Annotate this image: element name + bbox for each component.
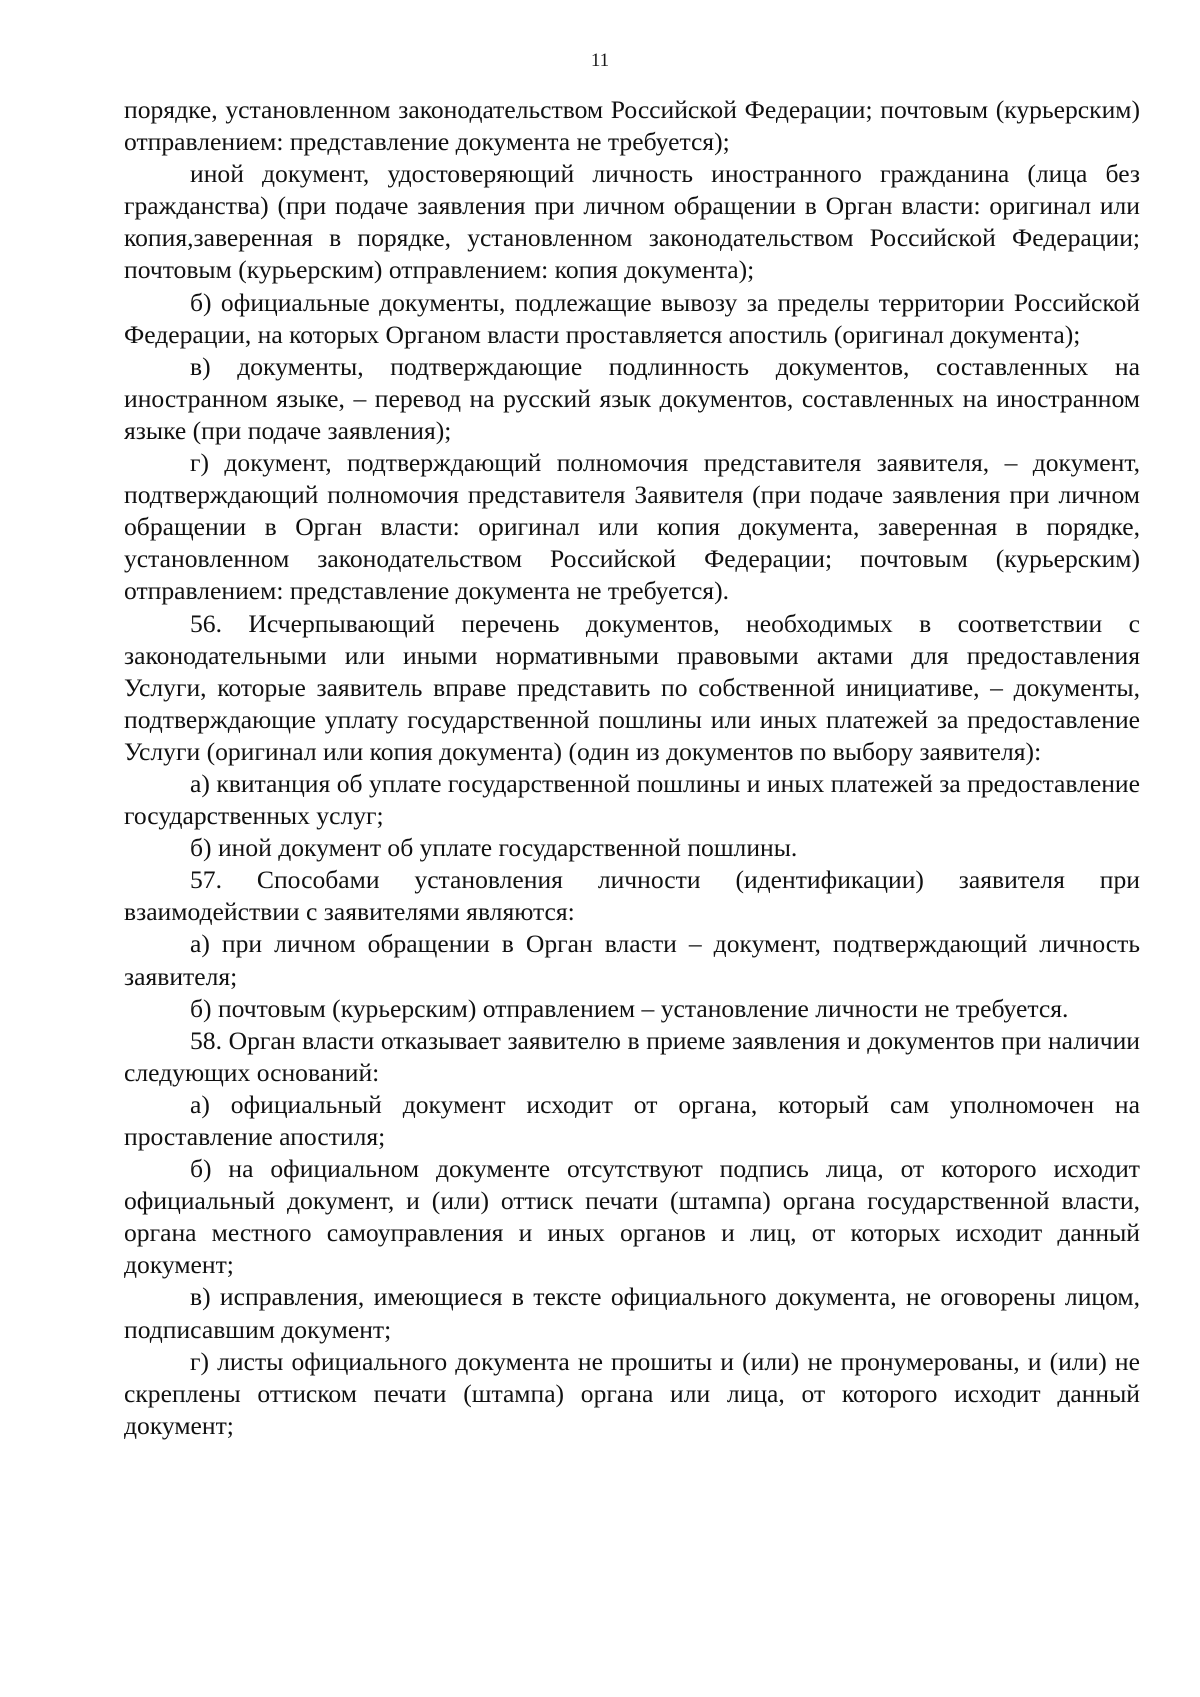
paragraph-58-item-a: а) официальный документ исходит от органа, который сам уполномочен на проставление апостиля; (124, 1089, 1140, 1151)
paragraph-58: 58. Орган власти отказывает заявителю в приеме заявления и документов при наличии следующих оснований: (124, 1025, 1140, 1087)
paragraph-57-item-b: б) почтовым (курьерским) отправлением – установление личности не требуется. (190, 993, 1069, 1023)
paragraph-item-g-representative: г) документ, подтверждающий полномочия представителя заявителя, – документ, подтверждающий полномочия представителя Заявителя (при подаче заявления при личном обращении в Орган власти: оригинал или копия документа, заверенная в порядке, установленном законодательством Российской Федерации; почтовым (курьерским) отправлением: представление документа не требуется). (124, 448, 1140, 606)
paragraph-57: 57. Способами установления личности (идентификации) заявителя при взаимодействии с заявителями являются: (124, 865, 1140, 927)
paragraph-56: 56. Исчерпывающий перечень документов, необходимых в соответствии с законодательными или иными нормативными правовыми актами для предоставления Услуги, которые заявитель вправе представить по собственной инициативе, – документы, подтверждающие уплату государственной пошлины или иных платежей за предоставление Услуги (оригинал или копия документа) (один из документов по выбору заявителя): (124, 608, 1140, 766)
paragraph-58-item-v: в) исправления, имеющиеся в тексте официального документа, не оговорены лицом, подписавшим документ; (124, 1282, 1140, 1344)
paragraph-58-item-g: г) листы официального документа не прошиты и (или) не пронумерованы, и (или) не скреплены оттиском печати (штампа) органа или лица, от которого исходит данный документ; (124, 1346, 1140, 1440)
page-number: 11 (590, 50, 610, 71)
paragraph-item-b-official-docs: б) официальные документы, подлежащие вывозу за пределы территории Российской Федерации, на которых Органом власти проставляется апостиль (оригинал документа); (124, 287, 1140, 349)
document-body (124, 94, 1140, 1442)
paragraph-item-v-translation: в) документы, подтверждающие подлинность документов, составленных на иностранном языке, – перевод на русский язык документов, составленных на иностранном языке (при подаче заявления); (124, 351, 1140, 445)
paragraph-56-item-b: б) иной документ об уплате государственной пошлины. (190, 833, 798, 863)
paragraph-56-item-a: а) квитанция об уплате государственной пошлины и иных платежей за предоставление государственных услуг; (124, 768, 1140, 831)
paragraph-foreign-id: иной документ, удостоверяющий личность иностранного гражданина (лица без гражданства) (при подаче заявления при личном обращении в Орган власти: оригинал или копия,заверенная в порядке, установленном законодательством Российской Федерации; почтовым (курьерским) отправлением: копия документа); (124, 159, 1140, 285)
paragraph-continuation: порядке, установленном законодательством Российской Федерации; почтовым (курьерским) отправлением: представление документа не требуется); (124, 95, 1140, 157)
paragraph-57-item-a: а) при личном обращении в Орган власти – документ, подтверждающий личность заявителя; (124, 929, 1140, 991)
paragraph-58-item-b: б) на официальном документе отсутствуют подпись лица, от которого исходит официальный документ, и (или) оттиск печати (штампа) органа государственной власти, органа местного самоуправления и иных органов и лиц, от которых исходит данный документ; (124, 1154, 1140, 1280)
